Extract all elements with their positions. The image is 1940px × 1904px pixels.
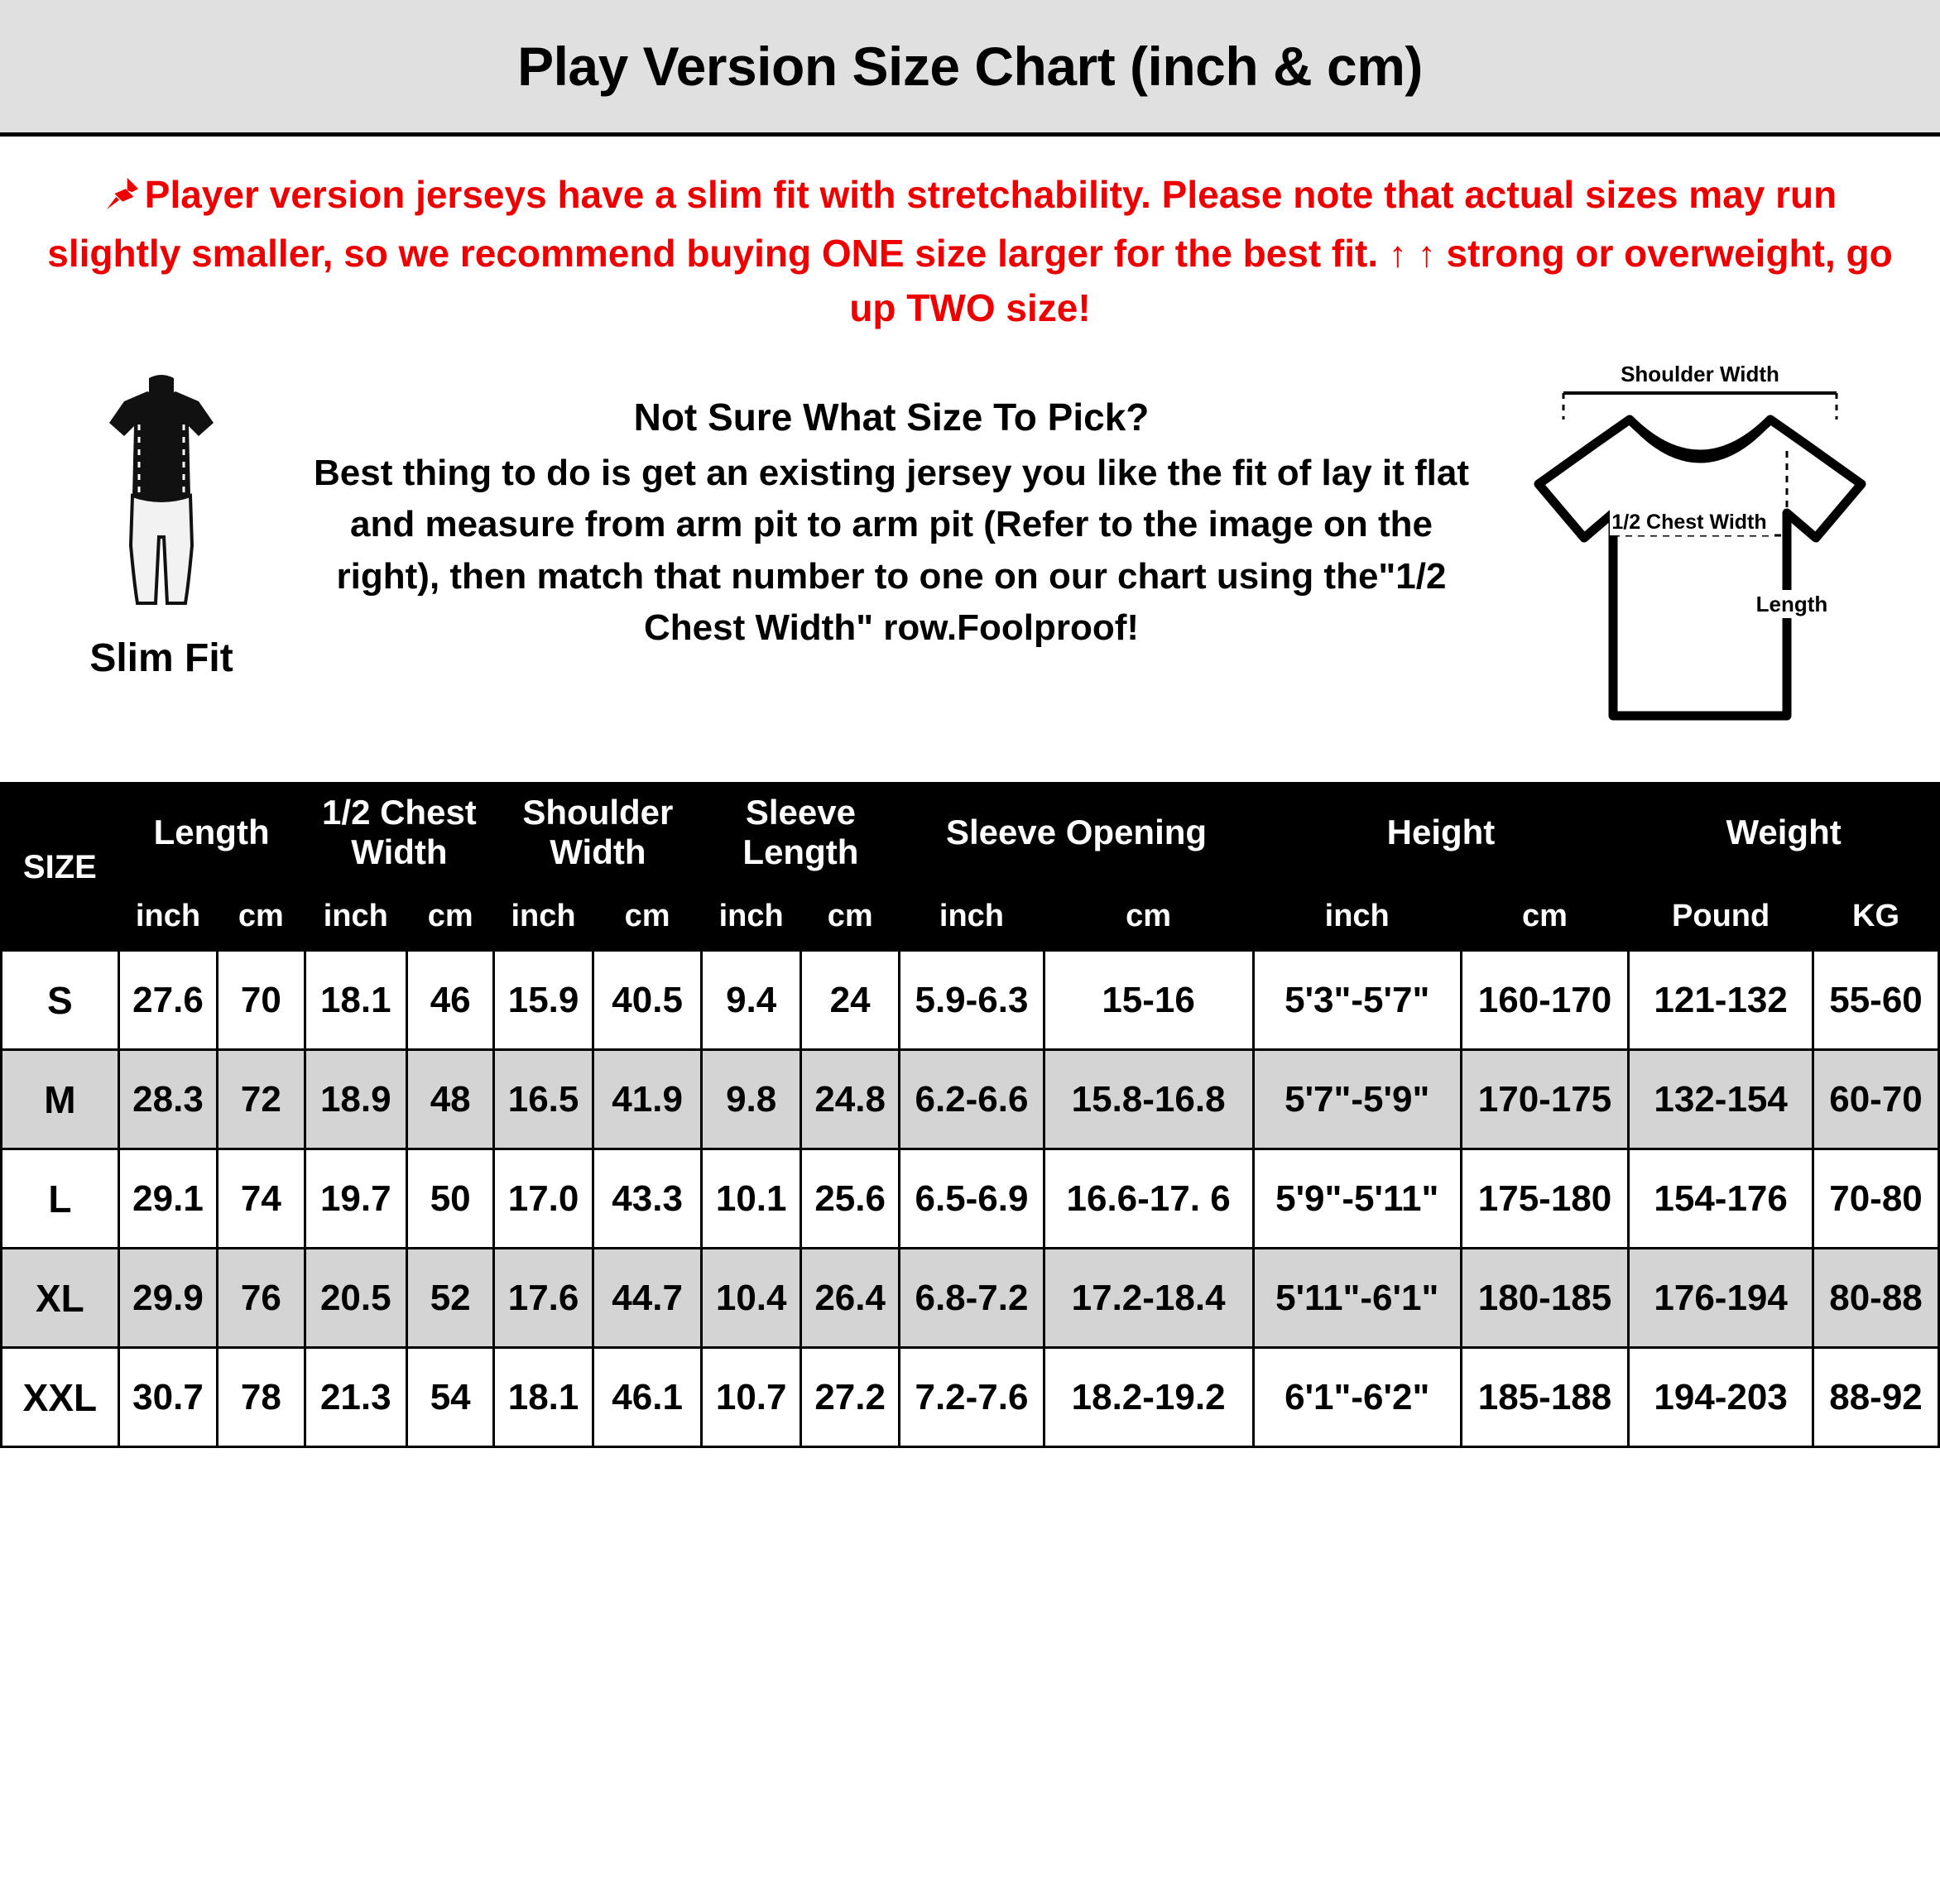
cell-shoulder-inch: 16.5	[494, 1050, 593, 1149]
tshirt-measure-icon	[1505, 360, 1894, 753]
help-body: Best thing to do is get an existing jersey you like the fit of lay it flat and measure from arm pit to arm pit (Refer to the image on the right), then match that number to one on our chart using the"1/2 Chest Width" row.Foolproof!	[313, 452, 1469, 649]
cell-sleeve-opening-inch: 5.9-6.3	[900, 951, 1044, 1050]
unit-sleeve-length-cm: cm	[800, 882, 899, 951]
unit-sleeve-opening-inch: inch	[900, 882, 1044, 951]
cell-length-inch: 28.3	[118, 1050, 217, 1149]
cell-chest-inch: 19.7	[305, 1149, 407, 1249]
cell-weight-pound: 176-194	[1629, 1249, 1813, 1348]
cell-chest-cm: 54	[407, 1348, 494, 1447]
cell-length-inch: 29.1	[118, 1149, 217, 1249]
cell-length-inch: 27.6	[118, 951, 217, 1050]
title-bar	[0, 0, 1940, 137]
cell-sleeve-length-cm: 24	[800, 951, 899, 1050]
cell-height-cm: 170-175	[1461, 1050, 1629, 1149]
cell-height-inch: 5'11"-6'1"	[1253, 1249, 1461, 1348]
cell-weight-kg: 55-60	[1813, 951, 1939, 1050]
cell-length-cm: 74	[218, 1149, 305, 1249]
cell-chest-inch: 18.1	[305, 951, 407, 1050]
cell-sleeve-opening-cm: 16.6-17. 6	[1044, 1149, 1253, 1249]
row-size: XXL	[2, 1348, 119, 1447]
unit-shoulder-cm: cm	[593, 882, 702, 951]
cell-height-cm: 185-188	[1461, 1348, 1629, 1447]
unit-header-row	[2, 882, 1939, 951]
cell-sleeve-length-inch: 10.1	[702, 1149, 800, 1249]
cell-sleeve-opening-cm: 17.2-18.4	[1044, 1249, 1253, 1348]
cell-sleeve-opening-inch: 7.2-7.6	[900, 1348, 1044, 1447]
cell-sleeve-opening-cm: 15-16	[1044, 951, 1253, 1050]
cell-sleeve-length-inch: 10.4	[702, 1249, 800, 1348]
cell-chest-cm: 50	[407, 1149, 494, 1249]
header-height: Height	[1253, 783, 1629, 882]
cell-weight-pound: 194-203	[1629, 1348, 1813, 1447]
slim-fit-label: Slim Fit	[89, 635, 233, 680]
cell-chest-cm: 46	[407, 951, 494, 1050]
cell-sleeve-length-inch: 9.8	[702, 1050, 800, 1149]
cell-sleeve-opening-inch: 6.2-6.6	[900, 1050, 1044, 1149]
table-body	[2, 951, 1939, 1447]
cell-length-cm: 78	[218, 1348, 305, 1447]
cell-height-cm: 180-185	[1461, 1249, 1629, 1348]
slim-fit-column	[25, 352, 298, 681]
info-row	[0, 343, 1940, 782]
arrow-up-icon-1: ↑	[1388, 234, 1407, 276]
notice-line-1: Player version jerseys have a slim fit with stretchability. Please note that actual sizes may run slightly smaller, so we recommend buying ONE size larger for the best fit.	[47, 173, 1837, 276]
mannequin-icon	[66, 372, 257, 624]
header-length: Length	[118, 783, 305, 882]
cell-sleeve-length-cm: 24.8	[800, 1050, 899, 1149]
help-question: Not Sure What Size To Pick?	[633, 395, 1150, 439]
cell-shoulder-inch: 15.9	[494, 951, 593, 1050]
row-size: L	[2, 1149, 119, 1249]
unit-sleeve-opening-cm: cm	[1044, 882, 1253, 951]
table-row	[2, 1249, 1939, 1348]
cell-length-inch: 29.9	[118, 1249, 217, 1348]
cell-shoulder-cm: 43.3	[593, 1149, 702, 1249]
unit-shoulder-inch: inch	[494, 882, 593, 951]
cell-chest-inch: 21.3	[305, 1348, 407, 1447]
svg-text:Shoulder Width: Shoulder Width	[1621, 361, 1779, 386]
unit-length-inch: inch	[118, 882, 217, 951]
cell-height-inch: 5'7"-5'9"	[1253, 1050, 1461, 1149]
cell-height-cm: 175-180	[1461, 1149, 1629, 1249]
unit-height-cm: cm	[1461, 882, 1629, 951]
cell-weight-pound: 154-176	[1629, 1149, 1813, 1249]
cell-chest-inch: 20.5	[305, 1249, 407, 1348]
cell-chest-inch: 18.9	[305, 1050, 407, 1149]
table-row	[2, 1348, 1939, 1447]
help-text-column	[298, 352, 1485, 655]
header-weight: Weight	[1629, 783, 1939, 882]
cell-height-inch: 6'1"-6'2"	[1253, 1348, 1461, 1447]
cell-sleeve-length-cm: 26.4	[800, 1249, 899, 1348]
header-shoulder-width: Shoulder Width	[494, 783, 702, 882]
table-row	[2, 1149, 1939, 1249]
group-header-row	[2, 783, 1939, 882]
unit-sleeve-length-inch: inch	[702, 882, 800, 951]
table-row	[2, 951, 1939, 1050]
cell-shoulder-inch: 18.1	[494, 1348, 593, 1447]
notice-line-2: strong or overweight, go up TWO size!	[849, 232, 1893, 329]
unit-height-inch: inch	[1253, 882, 1461, 951]
row-size: S	[2, 951, 119, 1050]
header-sleeve-opening: Sleeve Opening	[900, 783, 1253, 882]
cell-weight-kg: 70-80	[1813, 1149, 1939, 1249]
cell-shoulder-cm: 41.9	[593, 1050, 702, 1149]
measure-diagram-column	[1485, 352, 1915, 753]
table-head	[2, 783, 1939, 950]
cell-weight-kg: 60-70	[1813, 1050, 1939, 1149]
cell-sleeve-length-cm: 25.6	[800, 1149, 899, 1249]
cell-sleeve-opening-inch: 6.8-7.2	[900, 1249, 1044, 1348]
cell-length-cm: 76	[218, 1249, 305, 1348]
cell-shoulder-cm: 46.1	[593, 1348, 702, 1447]
row-size: M	[2, 1050, 119, 1149]
notice-text	[40, 168, 1900, 335]
cell-weight-pound: 121-132	[1629, 951, 1813, 1050]
header-half-chest-width: 1/2 Chest Width	[305, 783, 494, 882]
cell-height-inch: 5'9"-5'11"	[1253, 1149, 1461, 1249]
cell-length-cm: 72	[218, 1050, 305, 1149]
arrow-up-icon-2: ↑	[1417, 234, 1436, 276]
cell-shoulder-inch: 17.6	[494, 1249, 593, 1348]
cell-sleeve-length-inch: 10.7	[702, 1348, 800, 1447]
header-sleeve-length: Sleeve Length	[702, 783, 900, 882]
cell-length-inch: 30.7	[118, 1348, 217, 1447]
page-title: Play Version Size Chart (inch & cm)	[517, 36, 1423, 97]
row-size: XL	[2, 1249, 119, 1348]
unit-length-cm: cm	[218, 882, 305, 951]
unit-chest-cm: cm	[407, 882, 494, 951]
cell-height-cm: 160-170	[1461, 951, 1629, 1050]
pushpin-icon	[103, 173, 142, 227]
cell-shoulder-cm: 40.5	[593, 951, 702, 1050]
cell-shoulder-cm: 44.7	[593, 1249, 702, 1348]
cell-sleeve-opening-cm: 18.2-19.2	[1044, 1348, 1253, 1447]
cell-sleeve-opening-cm: 15.8-16.8	[1044, 1050, 1253, 1149]
cell-chest-cm: 48	[407, 1050, 494, 1149]
cell-sleeve-length-cm: 27.2	[800, 1348, 899, 1447]
cell-weight-kg: 80-88	[1813, 1249, 1939, 1348]
cell-shoulder-inch: 17.0	[494, 1149, 593, 1249]
cell-sleeve-length-inch: 9.4	[702, 951, 800, 1050]
size-chart-table	[0, 782, 1940, 1448]
unit-weight-pound: Pound	[1629, 882, 1813, 951]
svg-text:Length: Length	[1755, 591, 1828, 616]
cell-length-cm: 70	[218, 951, 305, 1050]
table-row	[2, 1050, 1939, 1149]
unit-chest-inch: inch	[305, 882, 407, 951]
cell-chest-cm: 52	[407, 1249, 494, 1348]
notice-block	[0, 137, 1940, 343]
header-size: SIZE	[2, 783, 119, 950]
svg-text:1/2 Chest Width: 1/2 Chest Width	[1611, 510, 1767, 534]
cell-sleeve-opening-inch: 6.5-6.9	[900, 1149, 1044, 1249]
cell-weight-kg: 88-92	[1813, 1348, 1939, 1447]
cell-weight-pound: 132-154	[1629, 1050, 1813, 1149]
unit-weight-kg: KG	[1813, 882, 1939, 951]
cell-height-inch: 5'3"-5'7"	[1253, 951, 1461, 1050]
